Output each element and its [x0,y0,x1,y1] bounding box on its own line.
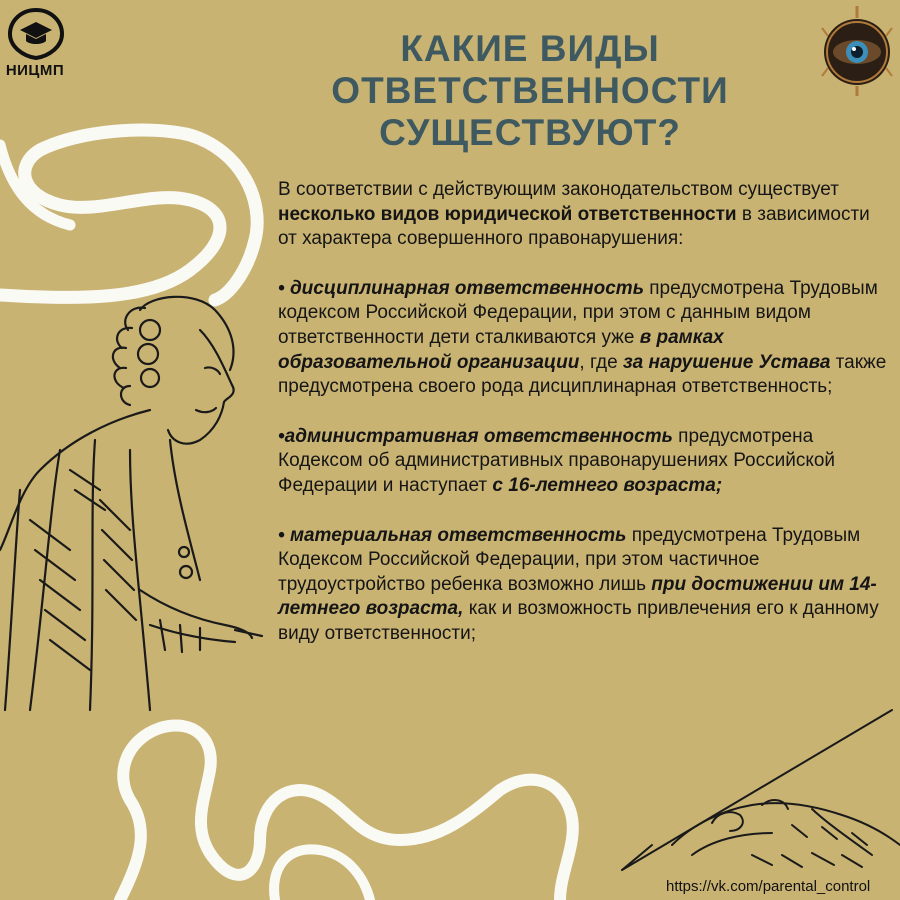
term-administrative: административная ответственность [284,425,673,447]
item2-emphasis-1: с 16-летнего возраста; [492,474,723,496]
title-line-1: КАКИЕ ВИДЫ [400,28,660,69]
bullet-1: • [278,277,290,299]
title-line-3: СУЩЕСТВУЮТ? [379,112,681,153]
item3-emphasis-1: при достижении им 14-летнего возраста, [278,573,877,620]
list-item-material [278,524,890,647]
bullet-3: • [278,524,290,546]
page-title [300,28,760,154]
list-item-administrative [278,425,890,499]
term-disciplinary: дисциплинарная ответственность [289,277,644,299]
main-text [278,178,890,672]
eye-emblem-icon [818,6,896,96]
intro-bold: несколько видов юридической ответственности [278,203,737,225]
source-url[interactable]: https://vk.com/parental_control [666,878,871,895]
item2-text-1: предусмотрена Кодексом об административных правонарушениях Российской Федерации и наступает [278,425,836,496]
logo-left [4,8,68,80]
bullet-2: • [278,425,285,447]
intro-text-1: В соответствии с действующим законодательством существует [278,179,839,200]
intro-text-2: в зависимости от характера совершенного правонарушения: [278,203,870,250]
writing-hand-illustration [612,705,900,880]
item1-text-3: также предусмотрена своего рода дисциплинарная ответственность; [278,351,887,398]
ribbon-stroke-bottom2 [274,849,370,900]
item1-text-2: , где [579,351,623,373]
item1-emphasis-2: за нарушение Устава [622,351,831,373]
ribbon-stroke-bottom [120,726,573,900]
item3-text-2: как и возможность привлечения его к данному виду ответственности; [278,598,879,644]
item1-emphasis-1: в рамках образовательной организации [278,326,724,373]
title-line-2: ОТВЕТСТВЕННОСТИ [331,70,729,111]
graduation-cap-icon [6,8,66,60]
judge-illustration [0,290,270,720]
intro-paragraph [278,178,890,252]
item1-text-1: предусмотрена Трудовым кодексом Российской Федерации, при этом с данным видом ответственности дети сталкиваются уже [278,277,878,348]
logo-text: НИЦМП [5,62,65,79]
term-material: материальная ответственность [289,524,627,546]
list-item-disciplinary [278,277,890,400]
item3-text-1: предусмотрена Трудовым Кодексом Российской Федерации, при этом частичное трудоустройство ребенка возможно лишь [278,524,861,595]
